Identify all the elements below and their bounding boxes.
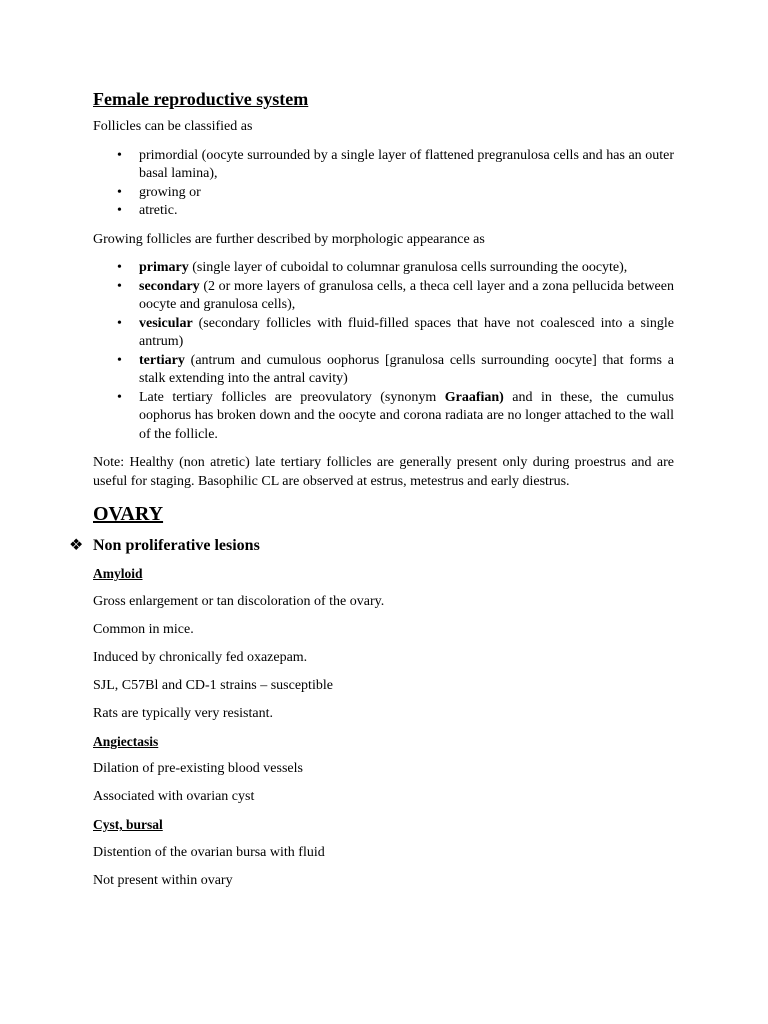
list-item [139,278,674,315]
term-label: secondary [139,278,200,294]
cyst-bursal-heading: Cyst, bursal [93,817,163,832]
list-item: • atretic. [139,202,674,221]
term-description: (single layer of cuboidal to columnar granulosa cells surrounding the oocyte), [188,260,628,275]
text-line: Not present within ovary [93,872,233,888]
diamond-bullet-icon: ❖ [69,537,84,554]
intro-paragraph: Growing follicles are further described by morphologic appearance as [93,231,485,247]
growing-follicles-list [93,259,674,444]
list-item [139,352,674,389]
subsection-heading [69,536,674,556]
follicle-classes-list [93,147,674,221]
text-line: Gross enlargement or tan discoloration of the ovary. [93,593,385,609]
text-line: SJL, C57Bl and CD-1 strains – susceptible [93,677,333,693]
text-line: Common in mice. [93,621,194,637]
text-line: Rats are typically very resistant. [93,705,273,721]
amyloid-heading: Amyloid [93,566,143,581]
angiectasis-heading: Angiectasis [93,733,159,749]
term-label: Graafian) [444,389,504,405]
note-paragraph: Note: Healthy (non atretic) late tertiary follicles are generally present only during proestrus and are useful for staging. Basophilic CL are observed at estrus, metestrus and early diestrus. [93,455,674,489]
document-body [69,88,674,900]
intro-paragraph: Follicles can be classified as [93,119,253,134]
term-description: (2 or more layers of granulosa cells, a theca cell layer and a zona pellucida between oocyte and granulosa cells), [139,278,674,312]
subsection-label: Non proliferative lesions [93,537,260,554]
term-description: (antrum and cumulous oophorus [granulosa cells surrounding oocyte] that forms a stalk extending into the antral cavity) [139,352,674,386]
term-label: primary [139,260,189,275]
term-description: (secondary follicles with fluid-filled spaces that have not coalesced into a single antrum) [139,315,674,349]
text-line: Dilation of pre-existing blood vessels [93,761,303,776]
term-label: tertiary [139,352,185,368]
text-line: Associated with ovarian cyst [93,789,255,804]
section-title: Female reproductive system [93,89,309,109]
list-item: • growing or [139,184,674,203]
list-item: • primordial (oocyte surrounded by a single layer of flattened pregranulosa cells and has an outer basal lamina), [139,147,674,184]
list-item [139,315,674,352]
term-description: and in these, the cumulus oophorus has broken down and the oocyte and corona radiata are no longer attached to the wall of the follicle. [139,389,674,442]
text-line: Induced by chronically fed oxazepam. [93,649,308,665]
list-item [139,389,674,445]
term-label: vesicular [139,315,193,331]
list-item [139,259,674,278]
ovary-heading: OVARY [93,503,164,525]
text-line: Distention of the ovarian bursa with fluid [93,844,325,860]
term-description: Late tertiary follicles are preovulatory (synonym [139,389,445,405]
